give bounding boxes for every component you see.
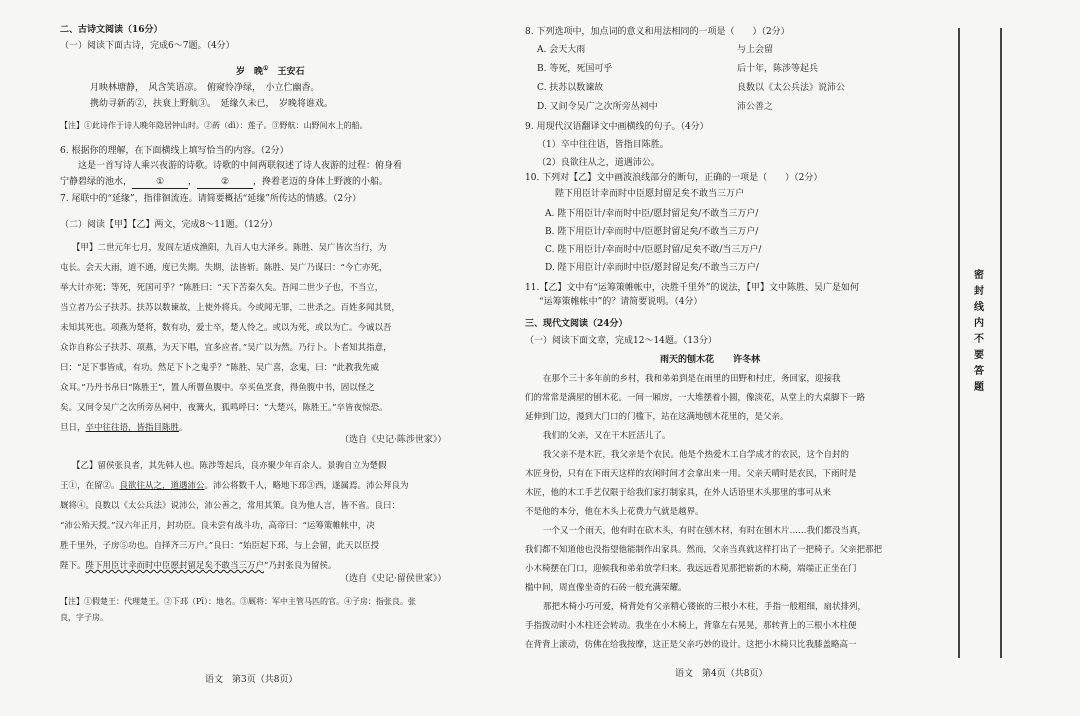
essay-line: 延伸到门边，漫到大门口的门槛下，站在这满地刨木花里的，是父亲。 <box>525 412 789 422</box>
poem-line: 月映林塘静， 风含笑语凉。 俯窥怜净绿， 小立伫幽香。 <box>90 83 320 93</box>
essay-title: 雨天的刨木花 <box>660 355 715 365</box>
essay-line: 在背背上滚动，仿佛在给我按摩，这正是父亲巧妙的设计。这把小木椅只比我膝盖略高一 <box>525 640 857 650</box>
passage-jia-line: 当立者乃公子扶苏。扶苏以数谏故，上使外将兵。今或闻无罪，二世杀之。百姓多闻其贤， <box>60 303 401 313</box>
poem-author: 王安石 <box>277 67 305 77</box>
passage-yi-line: 胜千里外，子房⑤功也。自择齐三万户。”良曰：“始臣起下邳，与上会留，此天以臣授 <box>60 541 379 551</box>
question-6-blank-line <box>60 176 388 189</box>
poem-title-sup: ① <box>263 65 269 72</box>
underlined-sentence: 卒中往往语，皆指目陈胜 <box>85 423 180 433</box>
section-2-title: 二、古诗文阅读（16分） <box>60 25 163 35</box>
section-3-title: 三、现代文阅读（24分） <box>525 319 628 329</box>
essay-line: 木匠身份，只有在下雨天这样的农闲时间才会拿出来一用。父亲天晴时是农民，下雨时是 <box>525 469 857 479</box>
passage-jia-source: （选自《史记·陈涉世家》） <box>340 435 447 445</box>
essay-line: 一个又一个雨天，他有时在砍木头，有时在刨木材，有时在刨木片……我们都没当真， <box>543 526 867 536</box>
poem-note: 【注】①此诗作于诗人晚年隐居钟山时。②菂（dì）：莲子。③野航：山野间水上的船。 <box>60 121 368 130</box>
essay-line: 手指拨动时小木柱还会转动。我坐在小木椅上，背靠左右晃晃，那转背上的三根小木柱便 <box>525 621 857 631</box>
essay-author: 许冬林 <box>733 355 761 365</box>
passage-jia-line: 曰：“足下事皆成，有功。然足下卜之鬼乎？”陈胜、吴广喜，念鬼，曰：“此教我先威 <box>60 363 380 373</box>
question-6-text: 这是一首写诗人乘兴夜游的诗歌。诗歌的中间两联叙述了诗人夜游的过程：俯身看 <box>78 161 403 171</box>
q8-option-a-right: 与上会留 <box>737 45 774 55</box>
part-1-title: （一）阅读下面古诗，完成6～7题。（4分） <box>60 41 235 51</box>
question-8: 8. 下列选项中，加点词的意义和用法相同的一项是（ ）（2分） <box>525 27 790 37</box>
passage-yi-source: （选自《史记·留侯世家》） <box>340 574 447 584</box>
essay-line: 们的常常是满屋的刨木花。一间一厢房，一大堆摆着小圆，像淡花，从堂上的大桌脚下一路 <box>525 393 866 403</box>
essay-line: 不是他的本分，他在木头上花费力气就是越界。 <box>525 507 704 517</box>
passage-jia-line: 众诈自称公子扶苏、项燕，为天下唱，宜多应者。”吴广以为然。乃行卜。卜者知其指意， <box>60 343 392 353</box>
passage-yi-line: 王①，在留②。良欲往从之，道遇沛公。沛公将数千人，略地下邳③西，遂属焉。沛公拜良为 <box>60 481 409 491</box>
q9-item: （2）良欲往从之，道遇沛公。 <box>537 158 660 168</box>
question-7: 7. 尾联中的“延缘”，指徘徊流连。请简要概括“延缘”所传达的情感。（2分） <box>60 194 362 204</box>
passage-yi-note: 良，字子房。 <box>60 613 108 622</box>
q10-option-a: A. 陛下用臣计/幸而时中臣/愿封留足矣/不敢当三万户/ <box>545 209 759 219</box>
q6-blank-mid: ， <box>188 177 198 187</box>
passage-jia-line: 屯长。会天大雨，道不通，度已失期。失期，法皆斩。陈胜、吴广乃谋曰：“今亡亦死， <box>60 263 388 273</box>
part-2-title: （二）阅读【甲】【乙】两文，完成8～11题。（12分） <box>60 220 278 230</box>
answer-blank-2[interactable]: ② <box>197 176 253 189</box>
binding-strip <box>958 28 1002 658</box>
underlined-sentence: 陛下用臣计幸而时中臣愿封留足矣不敢当三万户 <box>85 561 265 571</box>
passage-yi-line: 【乙】留侯张良者，其先韩人也。陈涉等起兵，良亦聚少年百余人。景驹自立为楚假 <box>72 461 387 471</box>
q6-blank-after: ，搀着老迈的身体上野渡的小船。 <box>253 177 389 187</box>
q6-blank-before: 宁静碧绿的池水， <box>60 177 133 187</box>
question-9: 9. 用现代汉语翻译文中画横线的句子。（4分） <box>525 122 709 132</box>
essay-line: 小木椅摆在门口，迎候我和弟弟放学归来。我远远看见那把崭新的木椅，端端正正坐在门 <box>525 564 857 574</box>
poem-line: 携幼寻新菂②，扶衰上野航③。 延缘久未已， 岁晚将谁戏。 <box>90 99 334 109</box>
essay-heading <box>660 354 760 366</box>
passage-yi-line: 陛下。陛下用臣计幸而时中臣愿封留足矣不敢当三万户”乃封张良为留侯。 <box>60 561 337 571</box>
passage-yi-note: 【注】①假楚王：代理楚王。②下邳（Pī）：地名。③厩将：军中主管马匹的官。④子房：指张良。张 <box>60 597 416 606</box>
q8-option-a <box>537 44 585 56</box>
q8-option-d-right: 沛公善之 <box>737 102 774 112</box>
essay-line: 那把木椅小巧可爱，椅背处有父亲精心镂嵌的三根小木柱，手指一般粗细，扇状排列， <box>543 602 867 612</box>
q8-option-c: C. 扶苏以数谏故 <box>537 83 604 93</box>
section-3-part-1: （一）阅读下面文章，完成12～14题。（13分） <box>525 336 717 346</box>
essay-line: 槛中间，周直像坐奇的石砖一般充满荣耀。 <box>525 583 687 593</box>
passage-jia-last-text: 旦日，卒中往往语，皆指目陈胜。 <box>60 423 188 433</box>
q8-option-a-left: A. 会天大雨 <box>537 45 586 55</box>
answer-blank-1[interactable]: ① <box>132 176 188 189</box>
q10-option-b: B. 陛下用臣计/幸而时中/臣愿封留足矣/不敢当三万户/ <box>545 227 759 237</box>
passage-yi-line: 厩将④。良数以《太公兵法》说沛公，沛公善之，常用其策。良为他人言，皆不省。良曰： <box>60 501 401 511</box>
essay-line: 在那个三十多年前的乡村，我和弟弟到是在雨里的田野和村庄，务回家，迎接我 <box>543 374 841 384</box>
q8-option-b-right: 后十年，陈涉等起兵 <box>737 64 819 74</box>
q10-option-d: D. 陛下用臣计/幸而时中臣/愿封留足矣/不敢当三万户/ <box>545 263 759 273</box>
passage-jia-line: 未知其死也。项燕为楚将，数有功，爱士卒，楚人怜之。或以为死，或以为亡。今诚以吾 <box>60 323 392 333</box>
q9-item: （1）卒中往往语，皆指目陈胜。 <box>537 140 669 150</box>
passage-jia-line: 众耳。”乃丹书帛曰“陈胜王”，置人所罾鱼腹中。卒买鱼烹食，得鱼腹中书，固以怪之 <box>60 383 375 393</box>
essay-line: 我们都不知道他也没指望他能制作出家具。然而，父亲当真就这样打出了一把椅子。父亲把那把 <box>525 545 883 555</box>
q8-option-c-right: 良数以《太公兵法》说沛公 <box>737 83 846 93</box>
q10-sentence: 陛下用臣计幸而时中臣愿封留足矣不敢当三万户 <box>555 189 745 199</box>
q10-option-c: C. 陛下用臣计/幸而时中/臣愿封留/足矣不敢/当三万户/ <box>545 245 762 255</box>
question-11: 11.【乙】文中有“运筹策帷帐中，决胜千里外”的说法，【甲】文中陈胜、吴广是如何 <box>525 283 860 293</box>
underlined-sentence: 良欲往从之，道遇沛公 <box>119 481 205 491</box>
question-11-cont: “运筹策帷帐中”的？请简要说明。（4分） <box>539 297 703 307</box>
poem-heading <box>236 63 305 78</box>
essay-line: 我们的父亲，又在干木匠活儿了。 <box>543 431 671 441</box>
passage-yi-line: “沛公殆天授。”汉六年正月，封功臣。良未尝有战斗功，高帝曰：“运筹策帷帐中，决 <box>60 521 375 531</box>
passage-jia-line: 矣。又间令吴广之次所旁丛祠中，夜篝火，狐鸣呼曰：“大楚兴，陈胜王。”卒皆夜惊恐。 <box>60 403 388 413</box>
q8-option-b: B. 等死，死国可乎 <box>537 64 613 74</box>
question-6: 6. 根据你的理解，在下面横线上填写恰当的内容。（2分） <box>60 146 289 156</box>
page-4-footer: 语文 第4页（共8页） <box>675 669 768 679</box>
question-10: 10. 下列对【乙】文中画波浪线部分的断句，正确的一项是（ ）（2分） <box>525 173 823 183</box>
poem-title: 岁 晚 <box>236 67 264 77</box>
binding-strip-text: 密封线内不要答题 <box>974 270 984 393</box>
q8-option-d: D. 又间令吴广之次所旁丛祠中 <box>537 102 658 112</box>
essay-line: 木匠，他的木工手艺仅限于给我们家打制家具，在外人话语里木头那里的事可从来 <box>525 488 832 498</box>
passage-jia-line: 举大计亦死；等死，死国可乎？”陈胜曰：“天下苦秦久矣。吾闻二世少子也，不当立， <box>60 283 384 293</box>
passage-jia-line: 【甲】二世元年七月，发闾左适戍渔阳，九百人屯大泽乡。陈胜、吴广皆次当行，为 <box>72 243 387 253</box>
page-3-footer: 语文 第3页（共8页） <box>205 675 298 685</box>
passage-jia-line-last <box>60 422 188 434</box>
essay-line: 我父亲不是木匠，我父亲是个农民。他是个热爱木工自学成才的农民，这个自封的 <box>543 450 850 460</box>
